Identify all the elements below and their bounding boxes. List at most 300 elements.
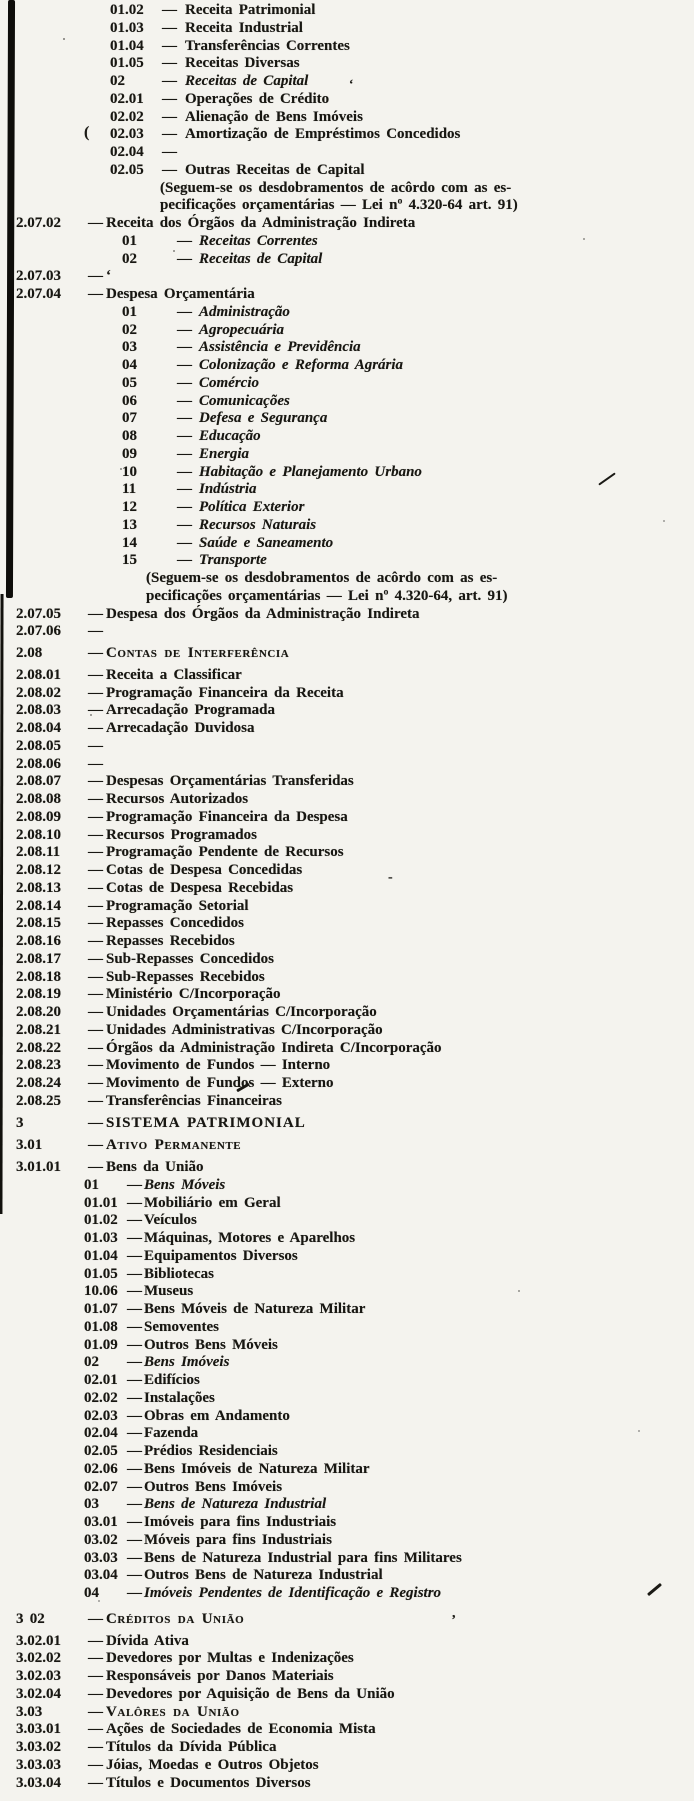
account-code: 02 xyxy=(84,1354,99,1371)
dash-separator: — xyxy=(127,1194,142,1211)
account-entry xyxy=(0,951,694,969)
account-entry xyxy=(0,915,694,933)
account-label: Bens Móveis xyxy=(144,1176,226,1193)
dash-separator: — xyxy=(88,879,103,896)
account-code: 02 xyxy=(122,250,137,267)
account-code: 02.07 xyxy=(84,1478,118,1495)
dash-separator: — xyxy=(88,1092,103,1109)
account-label: Receitas Diversas xyxy=(185,55,300,72)
dash-separator: — xyxy=(162,90,177,107)
account-code: 04 xyxy=(122,357,137,373)
account-label: Imóveis Pendentes de Identificação e Registro xyxy=(144,1585,442,1601)
dash-separator: — xyxy=(127,1230,142,1246)
account-entry xyxy=(0,1319,694,1337)
account-label: Educação xyxy=(199,428,261,444)
account-code: 3.03 xyxy=(16,1703,43,1720)
account-code: 02 xyxy=(110,73,125,89)
account-entry xyxy=(0,933,694,951)
account-entry xyxy=(0,880,694,898)
dash-separator: — xyxy=(88,755,103,772)
dash-separator: — xyxy=(88,1774,103,1791)
dash-separator: — xyxy=(88,645,103,661)
account-entry xyxy=(0,481,694,499)
account-label: Habitação e Planejamento Urbano xyxy=(199,463,422,480)
account-entry xyxy=(0,428,694,446)
scan-artifact-glyph: , xyxy=(452,1606,456,1621)
account-code: 3.02.02 xyxy=(16,1650,61,1667)
account-label: Movimento de Fundos — Externo xyxy=(106,1075,334,1091)
account-code: 02.04 xyxy=(84,1425,118,1442)
scan-artifact-glyph: ( xyxy=(84,124,90,141)
dash-separator: — xyxy=(88,915,103,932)
account-code: 2.08.18 xyxy=(16,968,61,985)
account-entry xyxy=(0,322,694,340)
account-code: 3.02.04 xyxy=(16,1685,61,1702)
account-label: Despesa dos Órgãos da Administração Indireta xyxy=(106,605,420,622)
dash-separator: — xyxy=(162,108,177,125)
account-entry xyxy=(0,738,694,756)
account-entry xyxy=(0,1532,694,1550)
dash-separator: — xyxy=(88,791,103,807)
account-entry xyxy=(0,1443,694,1461)
note-line xyxy=(0,180,694,198)
dash-separator: — xyxy=(88,1668,103,1684)
account-code: 2.08.05 xyxy=(16,737,61,754)
account-label: Outras Receitas de Capital xyxy=(185,161,365,178)
account-entry xyxy=(0,446,694,464)
account-label: Veículos xyxy=(144,1212,197,1229)
dash-separator: — xyxy=(177,499,192,515)
dash-separator: — xyxy=(88,808,103,825)
account-label: Alienação de Bens Imóveis xyxy=(185,108,363,125)
account-label: Museus xyxy=(144,1283,194,1300)
account-entry xyxy=(0,109,694,127)
account-code: 2.08.24 xyxy=(16,1075,61,1091)
account-label: Bens Imóveis xyxy=(144,1354,230,1371)
dash-separator: — xyxy=(127,1531,142,1548)
account-entry xyxy=(0,685,694,703)
account-code: 07 xyxy=(122,410,137,427)
account-code: 13 xyxy=(122,516,137,533)
account-label: Unidades Orçamentárias C/Incorporação xyxy=(106,1004,377,1020)
dash-separator: — xyxy=(177,303,192,320)
account-label: Mobiliário em Geral xyxy=(144,1194,281,1211)
account-label: Arrecadação Duvidosa xyxy=(106,720,255,736)
account-entry xyxy=(0,464,694,482)
account-label: Amortização de Empréstimos Concedidos xyxy=(185,126,461,143)
dash-separator: — xyxy=(88,720,103,736)
dash-separator: — xyxy=(88,623,103,640)
account-code: 02.06 xyxy=(84,1460,118,1477)
dash-separator: — xyxy=(88,605,103,622)
account-label: Receitas Correntes xyxy=(199,232,318,249)
account-label: SISTEMA PATRIMONIAL xyxy=(106,1114,306,1131)
account-entry xyxy=(0,268,694,286)
account-label: Fazenda xyxy=(144,1425,199,1442)
dash-separator: — xyxy=(177,357,192,373)
dash-separator: — xyxy=(127,1354,142,1371)
account-entry xyxy=(0,304,694,322)
account-label: Imóveis para fins Industriais xyxy=(144,1514,337,1530)
account-entry xyxy=(0,2,694,20)
account-code: 01.02 xyxy=(110,2,144,18)
dash-separator: — xyxy=(127,1389,142,1406)
account-entry xyxy=(0,552,694,570)
account-entry xyxy=(0,1496,694,1514)
account-entry xyxy=(0,1354,694,1372)
account-entry xyxy=(0,1195,694,1213)
account-label: Semoventes xyxy=(144,1318,219,1335)
dash-separator: — xyxy=(162,55,177,72)
account-entry xyxy=(0,1704,694,1722)
account-entry xyxy=(0,623,694,641)
dash-separator: — xyxy=(88,268,103,285)
dash-separator: — xyxy=(162,19,177,36)
account-entry xyxy=(0,1686,694,1704)
account-entry xyxy=(0,1283,694,1301)
account-entry xyxy=(0,1633,694,1651)
account-code: 02.05 xyxy=(110,161,144,178)
account-label: Comunicações xyxy=(199,392,290,409)
account-entry xyxy=(0,667,694,685)
account-label: Comércio xyxy=(199,374,259,391)
account-code: 01.04 xyxy=(84,1247,118,1264)
account-label: Programação Financeira da Despesa xyxy=(106,808,348,825)
dash-separator: — xyxy=(162,2,177,18)
account-entry xyxy=(0,535,694,553)
account-label: Receita Industrial xyxy=(185,19,303,36)
account-entry xyxy=(0,702,694,720)
note-text: pecificações orçamentárias — Lei nº 4.320-64 art. 91) xyxy=(160,197,518,214)
account-entry xyxy=(0,1057,694,1075)
dash-separator: — xyxy=(177,339,192,356)
account-entry xyxy=(0,844,694,862)
account-code: 2.08.25 xyxy=(16,1092,61,1109)
account-code: 01.03 xyxy=(110,19,144,36)
account-label: Receita dos Órgãos da Administração Indireta xyxy=(106,215,416,231)
dash-separator: — xyxy=(177,481,192,498)
account-label: Edifícios xyxy=(144,1372,200,1388)
dash-separator: — xyxy=(88,286,103,302)
account-entry xyxy=(0,393,694,411)
dash-separator: — xyxy=(88,1610,103,1627)
account-label: Assistência e Previdência xyxy=(199,339,361,356)
account-code: 2.08.08 xyxy=(16,791,61,807)
note-text: pecificações orçamentárias — Lei nº 4.320-64, art. 91) xyxy=(146,587,508,604)
scan-artifact-glyph: ‘ xyxy=(349,76,354,91)
dash-separator: — xyxy=(127,1247,142,1264)
account-entry xyxy=(0,827,694,845)
account-code: 15 xyxy=(122,552,137,569)
account-code: 3 02 xyxy=(16,1610,45,1627)
dash-separator: — xyxy=(127,1176,142,1193)
dash-separator: — xyxy=(127,1372,142,1388)
account-label: Receita a Classificar xyxy=(106,666,242,683)
dash-separator: — xyxy=(162,73,177,89)
dash-separator: — xyxy=(88,1075,103,1091)
account-entry xyxy=(0,1514,694,1532)
account-code: 2.08.06 xyxy=(16,755,61,772)
account-code: 01 xyxy=(122,232,137,249)
account-label: Ações de Sociedades de Economia Mista xyxy=(106,1721,376,1738)
account-entry xyxy=(0,357,694,375)
account-code: 2.07.03 xyxy=(16,268,61,285)
dash-separator: — xyxy=(88,1721,103,1738)
account-entry xyxy=(0,756,694,774)
account-label: Administração xyxy=(199,303,290,320)
dash-separator: — xyxy=(88,1739,103,1755)
dash-separator: — xyxy=(127,1460,142,1477)
account-code: 14 xyxy=(122,534,137,551)
account-entry xyxy=(0,499,694,517)
account-label: Devedores por Multas e Indenizações xyxy=(106,1650,354,1667)
account-label: Recursos Naturais xyxy=(199,516,317,533)
account-code: 03 xyxy=(122,339,137,356)
account-code: 2.08.04 xyxy=(16,720,61,736)
dash-separator: — xyxy=(127,1585,142,1601)
account-code: 3.02.01 xyxy=(16,1632,61,1649)
account-code: 10.06 xyxy=(84,1283,118,1300)
account-entry xyxy=(0,1739,694,1757)
account-code: 02.01 xyxy=(110,90,144,107)
account-label: Despesas Orçamentárias Transferidas xyxy=(106,773,354,790)
account-entry xyxy=(0,986,694,1004)
dash-separator: — xyxy=(88,1159,103,1175)
dash-separator: — xyxy=(88,1756,103,1773)
account-label: Programação Setorial xyxy=(106,897,249,914)
account-entry xyxy=(0,1230,694,1248)
dash-separator: — xyxy=(162,161,177,178)
account-label: Unidades Administrativas C/Incorporação xyxy=(106,1021,383,1038)
account-entry xyxy=(0,606,694,624)
account-entry xyxy=(0,1159,694,1177)
dash-separator: — xyxy=(88,1703,103,1720)
dash-separator: — xyxy=(177,534,192,551)
account-label: Transferências Financeiras xyxy=(106,1092,282,1109)
account-code: 3.01.01 xyxy=(16,1159,61,1175)
account-entry xyxy=(0,215,694,233)
account-label: Repasses Recebidos xyxy=(106,933,235,949)
account-label: Equipamentos Diversos xyxy=(144,1247,298,1264)
account-entry xyxy=(0,144,694,162)
account-label: Indústria xyxy=(199,481,257,498)
account-label: Móveis para fins Industriais xyxy=(144,1531,332,1548)
dash-separator: — xyxy=(88,702,103,719)
account-entry xyxy=(0,1004,694,1022)
account-code: 2.08.13 xyxy=(16,879,61,896)
account-label: Transporte xyxy=(199,552,267,569)
account-label: Bens de Natureza Industrial para fins Militares xyxy=(144,1549,462,1566)
account-entry xyxy=(0,1266,694,1284)
account-code: 2.08.02 xyxy=(16,684,61,701)
account-label: Contas de Interferência xyxy=(106,645,290,661)
dash-separator: — xyxy=(88,968,103,985)
account-entry xyxy=(0,162,694,180)
account-entry xyxy=(0,1461,694,1479)
account-code: 02.03 xyxy=(84,1407,118,1424)
account-code: 3 xyxy=(16,1114,24,1131)
dash-separator: — xyxy=(127,1336,142,1353)
account-entry xyxy=(0,720,694,738)
dash-separator: — xyxy=(177,410,192,427)
account-entry xyxy=(0,1479,694,1497)
account-entry xyxy=(0,1093,694,1111)
chart-of-accounts-list xyxy=(0,2,694,1792)
account-label: Jóias, Moedas e Outros Objetos xyxy=(106,1756,319,1773)
dash-separator: — xyxy=(88,826,103,843)
note-text: (Seguem-se os desdobramentos de acôrdo com as es- xyxy=(160,179,512,196)
account-entry xyxy=(0,1137,694,1155)
account-entry xyxy=(0,898,694,916)
dash-separator: — xyxy=(127,1407,142,1424)
account-code: 01.05 xyxy=(84,1265,118,1282)
dash-separator: — xyxy=(88,933,103,949)
account-entry xyxy=(0,1775,694,1793)
account-code: 03 xyxy=(84,1496,99,1513)
dash-separator: — xyxy=(127,1478,142,1495)
account-code: 01 xyxy=(122,303,137,320)
account-code: 03.03 xyxy=(84,1549,118,1566)
account-label: Receitas de Capital xyxy=(199,250,323,267)
dash-separator: — xyxy=(162,144,177,160)
account-code: 2.08.10 xyxy=(16,826,61,843)
dash-separator: — xyxy=(88,1137,103,1154)
account-label: Bens de Natureza Industrial xyxy=(144,1496,327,1513)
account-label: Bibliotecas xyxy=(144,1265,214,1282)
account-label: Bens Móveis de Natureza Militar xyxy=(144,1301,366,1317)
account-code: 2.08.03 xyxy=(16,702,61,719)
account-entry xyxy=(0,91,694,109)
account-label: Ministério C/Incorporação xyxy=(106,986,281,1003)
account-label: Arrecadação Programada xyxy=(106,702,275,719)
dash-separator: — xyxy=(88,1114,103,1131)
account-code: 01.05 xyxy=(110,55,144,72)
account-code: 02.01 xyxy=(84,1372,118,1388)
account-entry xyxy=(0,375,694,393)
dash-separator: — xyxy=(177,463,192,480)
account-code: 02.02 xyxy=(110,108,144,125)
account-label: Responsáveis por Danos Materiais xyxy=(106,1668,334,1684)
account-label: Outros Bens de Natureza Industrial xyxy=(144,1567,383,1584)
account-label: Títulos da Dívida Pública xyxy=(106,1739,277,1755)
account-code: 2.08.23 xyxy=(16,1057,61,1074)
account-label: Recursos Programados xyxy=(106,826,257,843)
account-label: Despesa Orçamentária xyxy=(106,286,255,302)
dash-separator: — xyxy=(88,1632,103,1649)
account-label: Créditos da União xyxy=(106,1610,245,1627)
account-code: 3.03.04 xyxy=(16,1774,61,1791)
dash-separator: — xyxy=(127,1212,142,1229)
account-label: Defesa e Segurança xyxy=(199,410,328,427)
account-entry xyxy=(0,251,694,269)
account-label: Máquinas, Motores e Aparelhos xyxy=(144,1230,356,1246)
note-line xyxy=(0,588,694,606)
account-code: 11 xyxy=(122,481,137,498)
account-code: 12 xyxy=(122,499,137,515)
account-entry xyxy=(0,73,694,91)
account-entry xyxy=(0,1585,694,1603)
account-code: 06 xyxy=(122,392,137,409)
account-entry xyxy=(0,1611,694,1629)
account-label: Movimento de Fundos — Interno xyxy=(106,1057,331,1074)
dash-separator: — xyxy=(127,1318,142,1335)
dash-separator: — xyxy=(88,986,103,1003)
account-code: 3.01 xyxy=(16,1137,43,1154)
account-code: 02.02 xyxy=(84,1389,118,1406)
account-code: 08 xyxy=(122,428,137,444)
account-code: 2.08.01 xyxy=(16,666,61,683)
account-code: 3.02.03 xyxy=(16,1668,61,1684)
account-entry xyxy=(0,233,694,251)
account-label: Devedores por Aquisição de Bens da União xyxy=(106,1685,395,1702)
dash-separator: — xyxy=(177,428,192,444)
account-label: Bens da União xyxy=(106,1159,204,1175)
account-label: Programação Pendente de Recursos xyxy=(106,844,344,861)
dash-separator: — xyxy=(88,1685,103,1702)
dash-separator: — xyxy=(127,1443,142,1459)
account-code: 02 xyxy=(122,321,137,338)
account-entry xyxy=(0,410,694,428)
account-code: 2.07.05 xyxy=(16,605,61,622)
account-label: Operações de Crédito xyxy=(185,90,330,107)
account-label: Receitas de Capital xyxy=(185,73,309,89)
dash-separator: — xyxy=(88,1057,103,1074)
account-label: Sub-Repasses Recebidos xyxy=(106,968,265,985)
account-code: 2.08.15 xyxy=(16,915,61,932)
dash-separator: — xyxy=(127,1496,142,1513)
dash-separator: — xyxy=(127,1425,142,1442)
account-code: 02.04 xyxy=(110,144,144,160)
dash-separator: — xyxy=(127,1301,142,1317)
note-line xyxy=(0,570,694,588)
account-label: Títulos e Documentos Diversos xyxy=(106,1774,311,1791)
account-code: 10 xyxy=(122,463,137,480)
account-entry xyxy=(0,1177,694,1195)
account-code: 05 xyxy=(122,374,137,391)
account-code: 01.02 xyxy=(84,1212,118,1229)
account-code: 2.08 xyxy=(16,645,43,661)
account-code: 01.08 xyxy=(84,1318,118,1335)
account-entry xyxy=(0,38,694,56)
account-label: Energia xyxy=(199,445,250,462)
dash-separator: — xyxy=(127,1567,142,1584)
account-label: Agropecuária xyxy=(199,321,285,338)
dash-separator: — xyxy=(127,1265,142,1282)
dash-separator: — xyxy=(88,1650,103,1667)
dash-separator: — xyxy=(88,844,103,861)
dash-separator: — xyxy=(177,250,192,267)
account-label: Obras em Andamento xyxy=(144,1407,290,1424)
account-code: 3.03.03 xyxy=(16,1756,61,1773)
account-label: Sub-Repasses Concedidos xyxy=(106,950,274,967)
account-entry xyxy=(0,126,694,144)
account-label: Instalações xyxy=(144,1389,215,1406)
account-code: 02.05 xyxy=(84,1443,118,1459)
account-entry xyxy=(0,339,694,357)
account-code: 2.08.14 xyxy=(16,897,61,914)
account-label: Valôres da União xyxy=(106,1703,240,1720)
dash-separator: — xyxy=(127,1283,142,1300)
dash-separator: — xyxy=(88,666,103,683)
dash-separator: — xyxy=(88,215,103,231)
account-label: Receita Patrimonial xyxy=(185,2,316,18)
account-entry xyxy=(0,1022,694,1040)
account-label: Cotas de Despesa Concedidas xyxy=(106,862,303,878)
account-entry xyxy=(0,1212,694,1230)
account-label: Bens Imóveis de Natureza Militar xyxy=(144,1460,370,1477)
account-code: 09 xyxy=(122,445,137,462)
account-code: 01 xyxy=(84,1176,99,1193)
